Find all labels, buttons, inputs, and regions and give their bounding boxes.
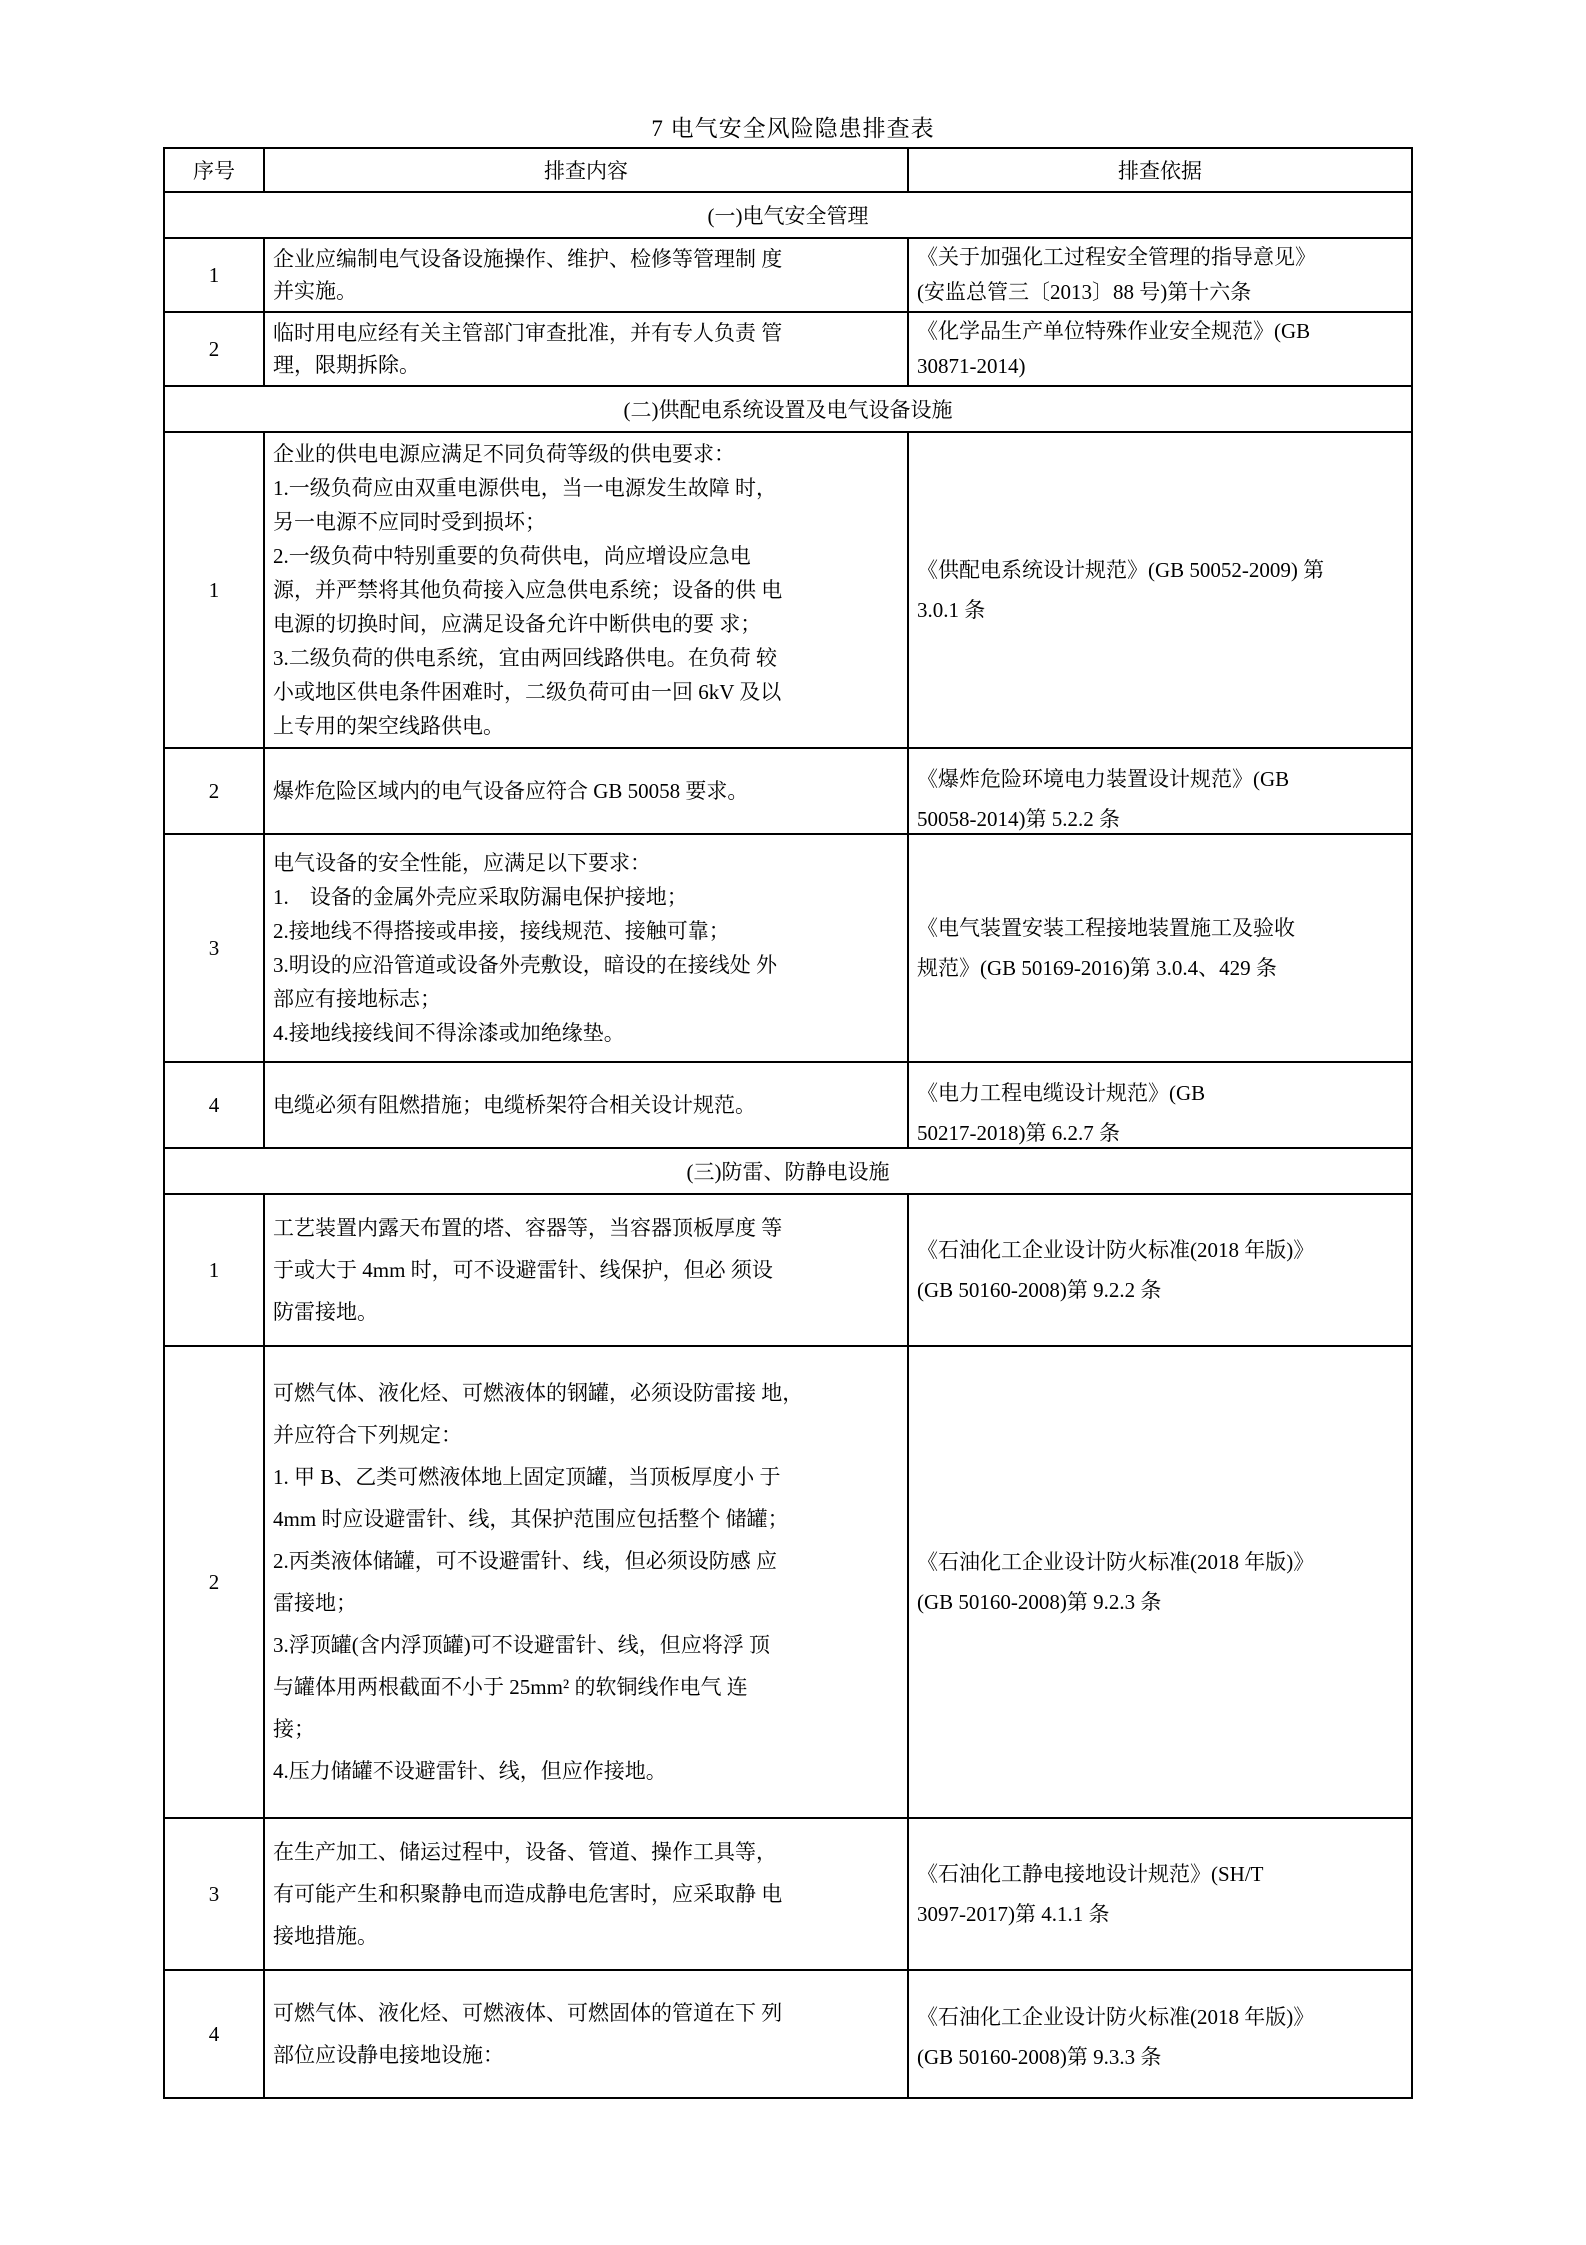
content-line: 小或地区供电条件困难时，二级负荷可由一回 6kV 及以	[273, 680, 782, 704]
inspection-table	[163, 147, 1413, 2099]
table-row	[164, 1970, 1412, 2098]
inspection-content-cell	[264, 312, 908, 386]
column-header-number: 序号	[164, 148, 264, 192]
basis-line: 《关于加强化工过程安全管理的指导意见》	[917, 245, 1316, 269]
section-title: (一)电气安全管理	[164, 192, 1412, 238]
inspection-content-cell	[264, 1346, 908, 1818]
row-number-cell: 4	[164, 1062, 264, 1148]
basis-line: 《供配电系统设计规范》(GB 50052-2009) 第	[917, 558, 1325, 582]
content-line: 电缆必须有阻燃措施；电缆桥架符合相关设计规范。	[273, 1093, 756, 1117]
section-title: (三)防雷、防静电设施	[164, 1148, 1412, 1194]
table-row	[164, 432, 1412, 748]
table-row	[164, 1194, 1412, 1346]
inspection-basis-cell	[908, 1062, 1412, 1148]
inspection-content-cell	[264, 834, 908, 1062]
basis-text-box	[917, 908, 1407, 988]
section-row	[164, 1148, 1412, 1194]
basis-line: 3097-2017)第 4.1.1 条	[917, 1902, 1110, 1926]
inspection-content-cell	[264, 1062, 908, 1148]
basis-line: 《爆炸危险环境电力装置设计规范》(GB	[917, 767, 1290, 791]
content-line: 在生产加工、储运过程中，设备、管道、操作工具等，	[273, 1840, 777, 1864]
basis-text-box	[917, 1542, 1407, 1622]
basis-line: (GB 50160-2008)第 9.3.3 条	[917, 2045, 1162, 2069]
content-line: 4.接地线接线间不得涂漆或加绝缘垫。	[273, 1021, 625, 1045]
content-line: 1. 设备的金属外壳应采取防漏电保护接地；	[273, 885, 688, 909]
content-line: 3.明设的应沿管道或设备外壳敷设，暗设的在接线处 外	[273, 953, 777, 977]
content-line: 1. 甲 B、乙类可燃液体地上固定顶罐，当顶板厚度小 于	[273, 1465, 781, 1489]
basis-text-box	[917, 1854, 1407, 1934]
row-number-cell: 2	[164, 312, 264, 386]
basis-line: 《石油化工企业设计防火标准(2018 年版)》	[917, 1238, 1315, 1262]
inspection-basis-cell	[908, 238, 1412, 312]
content-line: 可燃气体、液化烃、可燃液体的钢罐，必须设防雷接 地，	[273, 1381, 804, 1405]
content-line: 爆炸危险区域内的电气设备应符合 GB 50058 要求。	[273, 779, 749, 803]
table-row	[164, 238, 1412, 312]
content-line: 并应符合下列规定：	[273, 1423, 462, 1447]
content-line: 电气设备的安全性能，应满足以下要求：	[273, 851, 651, 875]
row-number-cell: 1	[164, 432, 264, 748]
row-number-cell: 1	[164, 1194, 264, 1346]
column-header-content: 排查内容	[264, 148, 908, 192]
table-row	[164, 748, 1412, 834]
content-line: 并实施。	[273, 279, 357, 303]
row-number-cell: 3	[164, 834, 264, 1062]
content-line: 电源的切换时间，应满足设备允许中断供电的要 求；	[273, 612, 762, 636]
inspection-content-cell	[264, 748, 908, 834]
content-line: 临时用电应经有关主管部门审查批准，并有专人负责 管	[273, 321, 783, 345]
content-line: 2.丙类液体储罐，可不设避雷针、线，但必须设防感 应	[273, 1549, 777, 1573]
basis-line: 《电气装置安装工程接地装置施工及验收	[917, 916, 1295, 940]
inspection-content-cell	[264, 1818, 908, 1970]
content-line: 企业的供电电源应满足不同负荷等级的供电要求：	[273, 442, 735, 466]
content-line: 上专用的架空线路供电。	[273, 714, 504, 738]
row-number-cell: 2	[164, 748, 264, 834]
basis-text-box	[917, 314, 1407, 384]
column-header-basis: 排查依据	[908, 148, 1412, 192]
content-line: 部位应设静电接地设施：	[273, 2043, 504, 2067]
content-line: 工艺装置内露天布置的塔、容器等，当容器顶板厚度 等	[273, 1216, 783, 1240]
basis-line: 规范》(GB 50169-2016)第 3.0.4、429 条	[917, 956, 1277, 980]
content-line: 4mm 时应设避雷针、线，其保护范围应包括整个 储罐；	[273, 1507, 789, 1531]
section-title: (二)供配电系统设置及电气设备设施	[164, 386, 1412, 432]
content-line: 可燃气体、液化烃、可燃液体、可燃固体的管道在下 列	[273, 2001, 783, 2025]
content-line: 1.一级负荷应由双重电源供电，当一电源发生故障 时，	[273, 476, 777, 500]
content-line: 有可能产生和积聚静电而造成静电危害时，应采取静 电	[273, 1882, 783, 1906]
inspection-basis-cell	[908, 312, 1412, 386]
content-line: 2.接地线不得搭接或串接，接线规范、接触可靠；	[273, 919, 730, 943]
basis-text-box	[917, 1971, 1407, 2097]
inspection-basis-cell	[908, 432, 1412, 748]
basis-line: (安监总管三〔2013〕88 号)第十六条	[917, 280, 1252, 304]
basis-text-box	[917, 1063, 1407, 1147]
basis-line: 3.0.1 条	[917, 598, 986, 622]
row-number-cell: 3	[164, 1818, 264, 1970]
content-line: 2.一级负荷中特别重要的负荷供电，尚应增设应急电	[273, 544, 751, 568]
section-row	[164, 386, 1412, 432]
basis-line: 《化学品生产单位特殊作业安全规范》(GB	[917, 319, 1311, 343]
basis-line: 《石油化工企业设计防火标准(2018 年版)》	[917, 2005, 1315, 2029]
content-line: 3.浮顶罐(含内浮顶罐)可不设避雷针、线，但应将浮 顶	[273, 1633, 770, 1657]
table-row	[164, 1062, 1412, 1148]
basis-line: 《石油化工静电接地设计规范》(SH/T	[917, 1862, 1264, 1886]
inspection-basis-cell	[908, 1970, 1412, 2098]
inspection-basis-cell	[908, 1194, 1412, 1346]
content-line: 接地措施。	[273, 1924, 378, 1948]
inspection-basis-cell	[908, 748, 1412, 834]
inspection-content-cell	[264, 432, 908, 748]
row-number-cell: 4	[164, 1970, 264, 2098]
table-row	[164, 312, 1412, 386]
content-line: 源，并严禁将其他负荷接入应急供电系统；设备的供 电	[273, 578, 783, 602]
inspection-basis-cell	[908, 834, 1412, 1062]
inspection-content-cell	[264, 238, 908, 312]
inspection-basis-cell	[908, 1818, 1412, 1970]
table-row	[164, 1818, 1412, 1970]
basis-text-box	[917, 749, 1407, 833]
content-line: 理，限期拆除。	[273, 353, 420, 377]
basis-text-box	[917, 240, 1407, 310]
section-row	[164, 192, 1412, 238]
inspection-content-cell	[264, 1194, 908, 1346]
basis-line: 50217-2018)第 6.2.7 条	[917, 1121, 1120, 1145]
table-row	[164, 1346, 1412, 1818]
basis-text-box	[917, 1230, 1407, 1310]
content-line: 部应有接地标志；	[273, 987, 441, 1011]
table-row	[164, 834, 1412, 1062]
basis-line: 《电力工程电缆设计规范》(GB	[917, 1081, 1206, 1105]
table-header-row	[164, 148, 1412, 192]
row-number-cell: 2	[164, 1346, 264, 1818]
content-line: 企业应编制电气设备设施操作、维护、检修等管理制 度	[273, 247, 783, 271]
content-line: 于或大于 4mm 时，可不设避雷针、线保护，但必 须设	[273, 1258, 773, 1282]
row-number-cell: 1	[164, 238, 264, 312]
basis-line: 《石油化工企业设计防火标准(2018 年版)》	[917, 1550, 1315, 1574]
content-line: 4.压力储罐不设避雷针、线，但应作接地。	[273, 1759, 667, 1783]
basis-line: 50058-2014)第 5.2.2 条	[917, 807, 1120, 831]
basis-line: (GB 50160-2008)第 9.2.3 条	[917, 1590, 1162, 1614]
content-line: 接；	[273, 1717, 315, 1741]
basis-text-box	[917, 550, 1407, 630]
content-line: 3.二级负荷的供电系统，宜由两回线路供电。在负荷 较	[273, 646, 777, 670]
content-line: 与罐体用两根截面不小于 25mm² 的软铜线作电气 连	[273, 1675, 748, 1699]
basis-line: (GB 50160-2008)第 9.2.2 条	[917, 1278, 1162, 1302]
content-line: 雷接地；	[273, 1591, 357, 1615]
inspection-basis-cell	[908, 1346, 1412, 1818]
basis-line: 30871-2014)	[917, 354, 1026, 378]
inspection-content-cell	[264, 1970, 908, 2098]
page-title: 7 电气安全风险隐患排查表	[651, 116, 935, 141]
content-line: 另一电源不应同时受到损坏；	[273, 510, 546, 534]
content-line: 防雷接地。	[273, 1300, 378, 1324]
